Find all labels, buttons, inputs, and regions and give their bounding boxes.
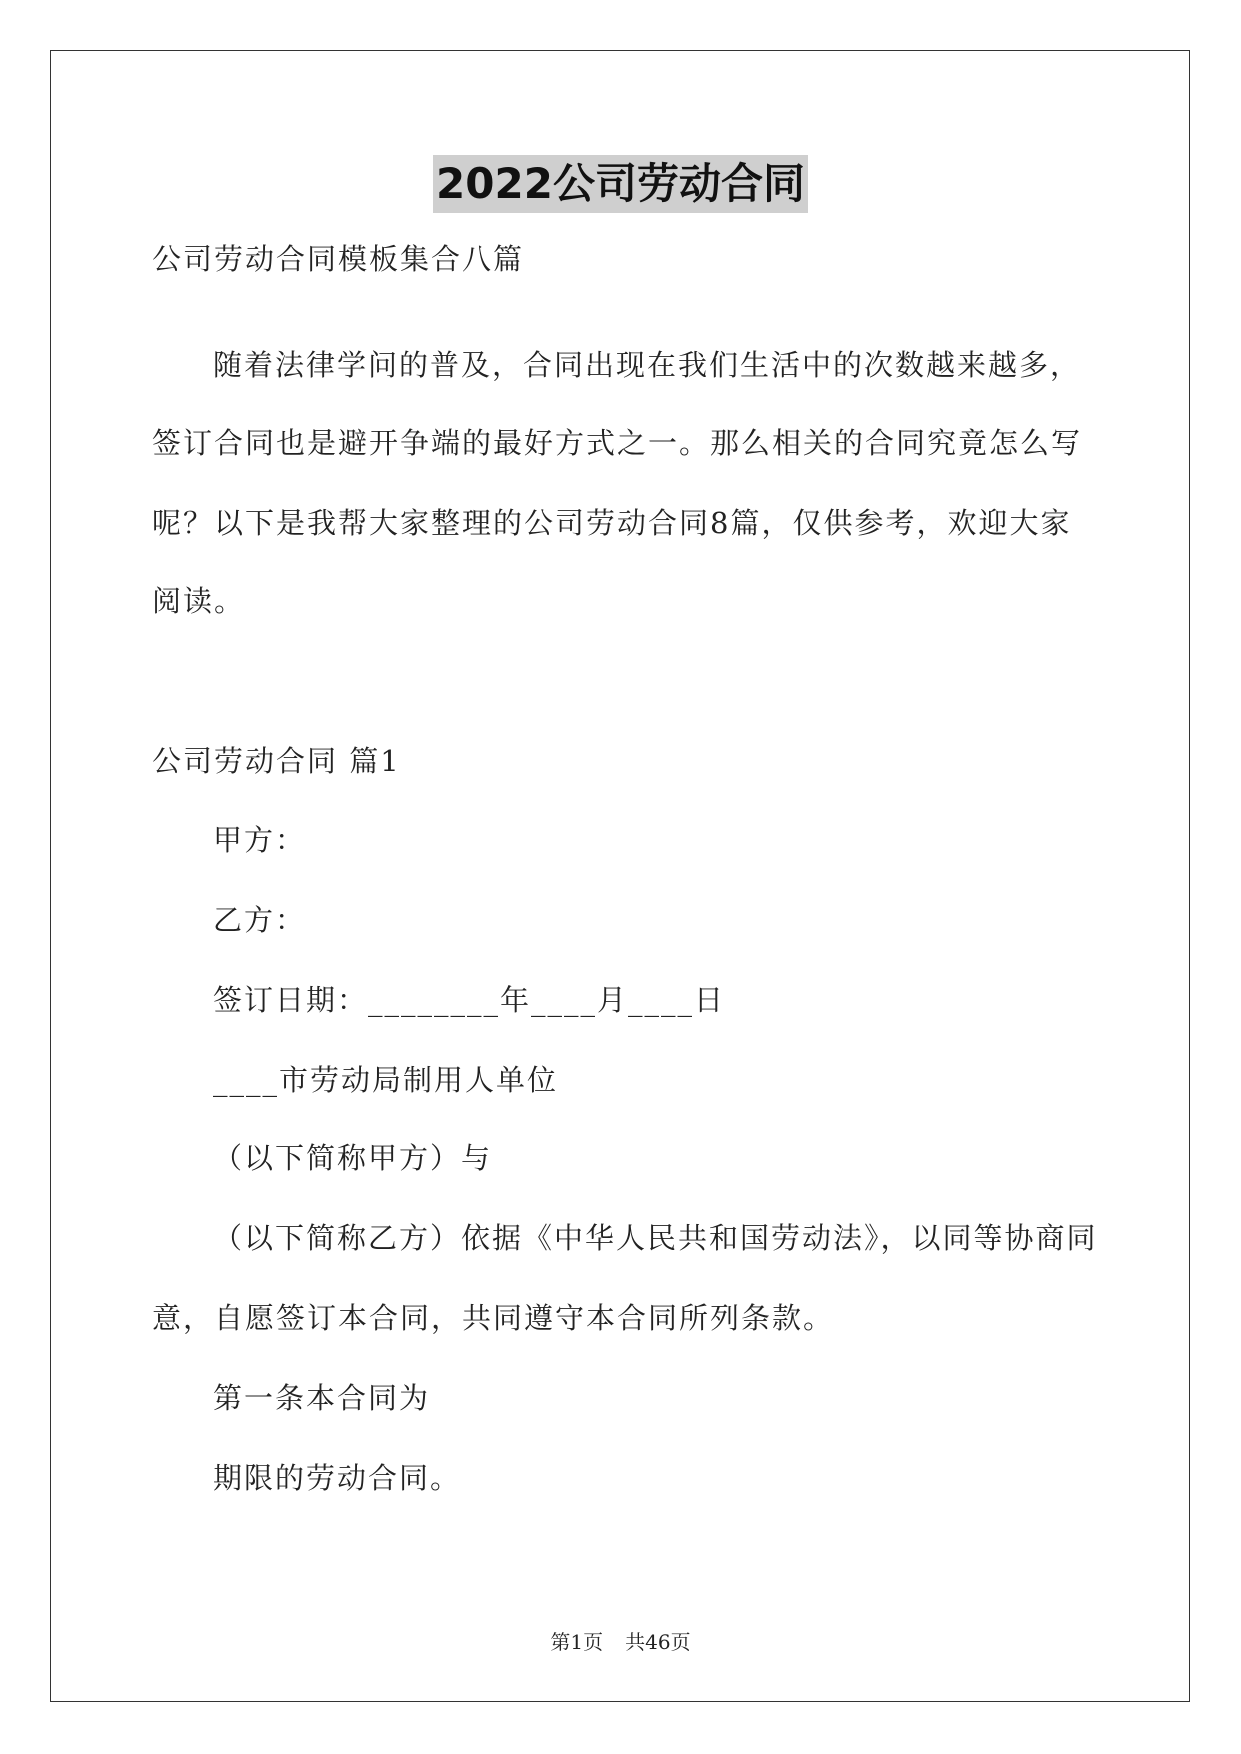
page-footer: [0, 1628, 1241, 1656]
intro-line-3: 呢？以下是我帮大家整理的公司劳动合同8篇，仅供参考，欢迎大家: [152, 506, 1072, 540]
abbrev-b-line-1: （以下简称乙方）依据《中华人民共和国劳动法》，以同等协商同: [213, 1221, 1098, 1255]
party-a-label: 甲方：: [213, 823, 307, 857]
intro-line-1: 随着法律学问的普及，合同出现在我们生活中的次数越来越多，: [213, 348, 1082, 382]
abbrev-b-line-2: 意，自愿签订本合同，共同遵守本合同所列条款。: [152, 1301, 835, 1335]
title-container: [0, 155, 1241, 213]
labor-bureau-line: ____市劳动局制用人单位: [213, 1063, 559, 1097]
intro-line-2: 签订合同也是避开争端的最好方式之一。那么相关的合同究竟怎么写: [152, 426, 1083, 460]
page-total: 共46页: [625, 1630, 691, 1654]
party-b-label: 乙方：: [213, 903, 307, 937]
document-title: 2022公司劳动合同: [433, 155, 808, 213]
subtitle: 公司劳动合同模板集合八篇: [152, 242, 525, 276]
page-border: [50, 50, 1190, 1702]
sign-date-line: 签订日期：________年____月____日: [213, 983, 726, 1017]
section-heading: 公司劳动合同 篇1: [152, 744, 401, 778]
page-number: 第1页: [550, 1630, 604, 1654]
article-1-continuation: 期限的劳动合同。: [213, 1461, 462, 1495]
intro-line-4: 阅读。: [152, 584, 246, 618]
abbrev-a-line: （以下简称甲方）与: [213, 1141, 493, 1175]
article-1-line: 第一条本合同为: [213, 1381, 431, 1415]
